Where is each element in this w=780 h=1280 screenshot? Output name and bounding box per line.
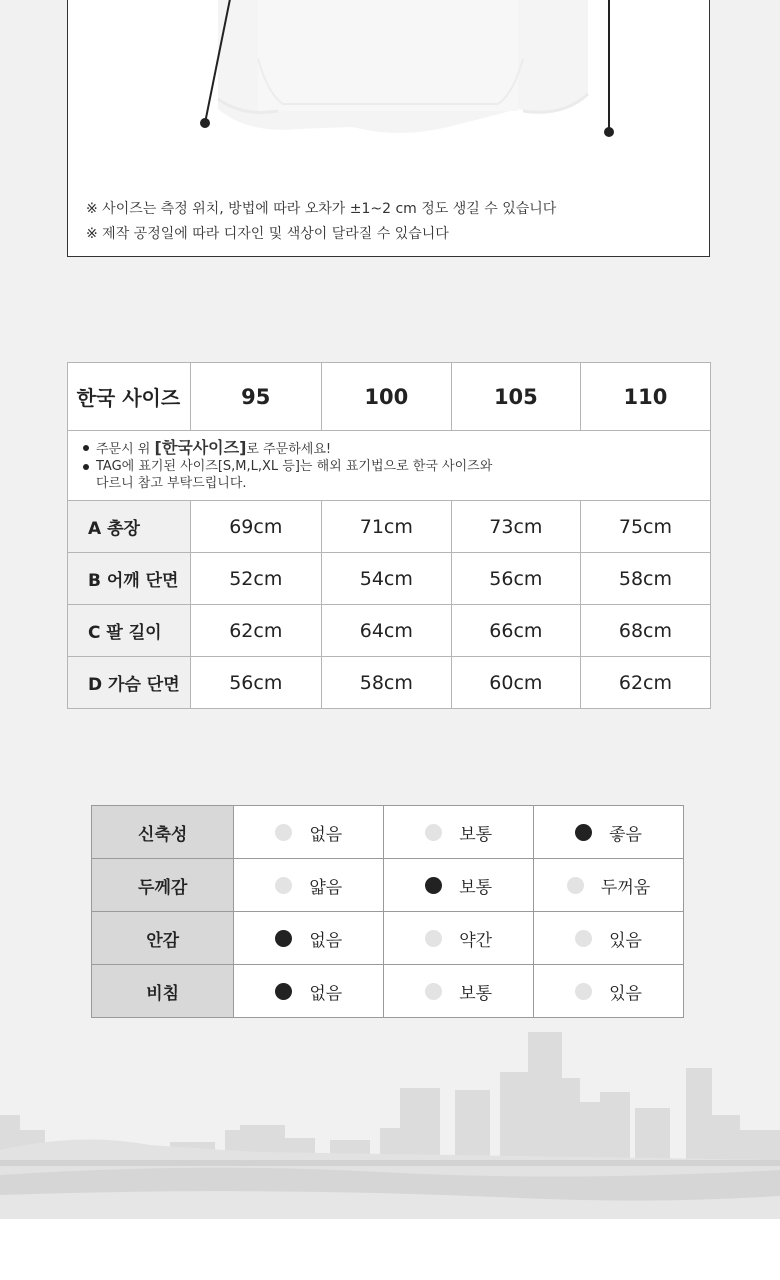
size-105-header: 105 bbox=[451, 363, 580, 431]
row-value: 62cm bbox=[190, 605, 321, 657]
radio-dot-icon bbox=[275, 930, 292, 947]
radio-dot-icon bbox=[575, 983, 592, 1000]
note-measurement-error: ※ 사이즈는 측정 위치, 방법에 따라 오차가 ±1~2 cm 정도 생길 수 있습니다 bbox=[86, 201, 557, 217]
size-table bbox=[67, 362, 711, 709]
radio-dot-icon bbox=[425, 824, 442, 841]
feature-option: 있음 bbox=[609, 983, 642, 1004]
row-value: 62cm bbox=[580, 657, 710, 709]
row-label: A 총장 bbox=[68, 501, 191, 553]
feature-label: 안감 bbox=[92, 912, 234, 965]
row-value: 66cm bbox=[451, 605, 580, 657]
table-row bbox=[68, 657, 711, 709]
info-order-post: 로 주문하세요! bbox=[246, 442, 332, 457]
size-info-row bbox=[68, 431, 711, 501]
size-info bbox=[68, 431, 711, 501]
city-skyline-illustration bbox=[0, 1020, 780, 1220]
feature-option: 보통 bbox=[459, 824, 493, 845]
radio-dot-icon bbox=[425, 983, 442, 1000]
row-value: 75cm bbox=[580, 501, 710, 553]
size-110-header: 110 bbox=[580, 363, 710, 431]
feature-row-sheerness bbox=[92, 965, 684, 1018]
feature-option: 없음 bbox=[309, 824, 343, 845]
row-value: 52cm bbox=[190, 553, 321, 605]
info-order-pre: 주문시 위 bbox=[96, 442, 155, 457]
radio-dot-icon bbox=[275, 824, 292, 841]
feature-option: 좋음 bbox=[609, 824, 642, 845]
radio-dot-icon bbox=[425, 877, 442, 894]
row-value: 69cm bbox=[190, 501, 321, 553]
radio-dot-icon bbox=[567, 877, 584, 894]
feature-option: 보통 bbox=[459, 983, 493, 1004]
radio-dot-icon bbox=[575, 824, 592, 841]
info-order-highlight: [한국사이즈] bbox=[154, 438, 247, 457]
row-value: 56cm bbox=[190, 657, 321, 709]
measure-point-right bbox=[604, 127, 614, 137]
radio-dot-icon bbox=[575, 930, 592, 947]
row-value: 58cm bbox=[321, 657, 451, 709]
table-row bbox=[68, 501, 711, 553]
size-95-header: 95 bbox=[190, 363, 321, 431]
note-design-variation: ※ 제작 공정일에 따라 디자인 및 색상이 달라질 수 있습니다 bbox=[86, 226, 449, 242]
feature-row-thickness bbox=[92, 859, 684, 912]
feature-row-stretch bbox=[92, 806, 684, 859]
row-label: D 가슴 단면 bbox=[68, 657, 191, 709]
row-label: B 어깨 단면 bbox=[68, 553, 191, 605]
info-tag-text: TAG에 표기된 사이즈[S,M,L,XL 등]는 해외 표기법으로 한국 사이즈와 bbox=[96, 459, 493, 474]
radio-dot-icon bbox=[275, 877, 292, 894]
feature-option: 없음 bbox=[309, 930, 343, 951]
feature-option: 두꺼움 bbox=[600, 877, 651, 898]
measurement-illustration-box bbox=[67, 0, 710, 257]
row-value: 71cm bbox=[321, 501, 451, 553]
info-order-line bbox=[80, 439, 698, 458]
feature-row-lining bbox=[92, 912, 684, 965]
measure-point-left bbox=[200, 118, 210, 128]
table-row bbox=[68, 553, 711, 605]
info-tag-text-cont: 다르니 참고 부탁드립니다. bbox=[96, 476, 247, 491]
footer-space bbox=[0, 1219, 780, 1280]
feature-option: 없음 bbox=[309, 983, 343, 1004]
radio-dot-icon bbox=[425, 930, 442, 947]
size-100-header: 100 bbox=[321, 363, 451, 431]
feature-option: 보통 bbox=[459, 877, 493, 898]
row-value: 54cm bbox=[321, 553, 451, 605]
row-value: 60cm bbox=[451, 657, 580, 709]
info-tag-line bbox=[80, 458, 698, 492]
size-header-row bbox=[68, 363, 711, 431]
row-value: 68cm bbox=[580, 605, 710, 657]
feature-label: 신축성 bbox=[92, 806, 234, 859]
size-notes bbox=[86, 197, 556, 247]
row-value: 73cm bbox=[451, 501, 580, 553]
radio-dot-icon bbox=[275, 983, 292, 1000]
feature-option: 얇음 bbox=[309, 877, 343, 898]
row-value: 64cm bbox=[321, 605, 451, 657]
hoodie-illustration bbox=[68, 0, 711, 149]
feature-option: 약간 bbox=[459, 930, 493, 951]
feature-label: 두께감 bbox=[92, 859, 234, 912]
feature-label: 비침 bbox=[92, 965, 234, 1018]
korea-size-header: 한국 사이즈 bbox=[68, 363, 191, 431]
feature-table bbox=[91, 805, 684, 1018]
row-value: 56cm bbox=[451, 553, 580, 605]
row-value: 58cm bbox=[580, 553, 710, 605]
row-label: C 팔 길이 bbox=[68, 605, 191, 657]
feature-option: 있음 bbox=[609, 930, 642, 951]
table-row bbox=[68, 605, 711, 657]
